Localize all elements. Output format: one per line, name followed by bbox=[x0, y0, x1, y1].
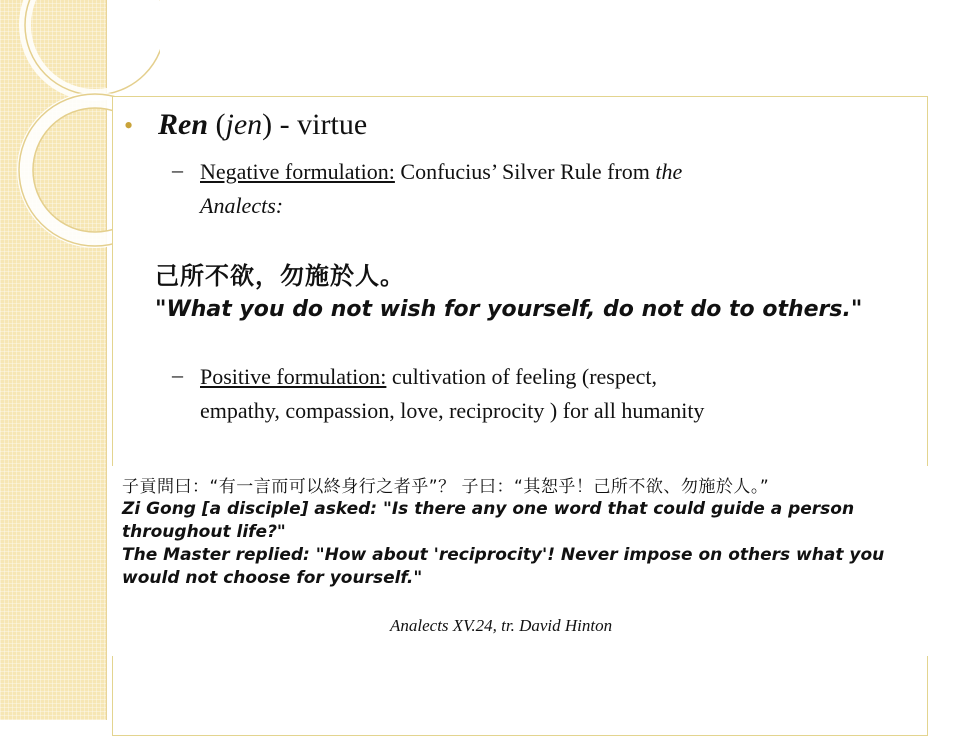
positive-label: Positive formulation: bbox=[200, 364, 387, 389]
negative-italic-the: the bbox=[655, 159, 683, 184]
jen-term: jen bbox=[225, 108, 263, 141]
main-bullet bbox=[124, 108, 367, 142]
bullet-paren-open: ( bbox=[208, 108, 226, 141]
quote-citation: Analects XV.24, tr. David Hinton bbox=[390, 616, 613, 635]
negative-italic-analects: Analects: bbox=[200, 193, 284, 218]
quote-english-answer: The Master replied: "How about 'reciprocity'! Never impose on others what you would not choose for yourself." bbox=[122, 545, 885, 588]
dash-negative: – bbox=[172, 157, 183, 182]
dash-positive: – bbox=[172, 362, 183, 387]
ren-term: Ren bbox=[158, 108, 209, 141]
golden-rule-image bbox=[155, 256, 862, 322]
positive-text-2: empathy, compassion, love, reciprocity ) for all humanity bbox=[200, 398, 705, 423]
bullet-rest: ) - virtue bbox=[262, 108, 368, 141]
quote-english bbox=[122, 498, 922, 590]
negative-formulation bbox=[200, 155, 900, 223]
bullet-dot: • bbox=[124, 111, 134, 140]
quote-english-question: Zi Gong [a disciple] asked: "Is there any one word that could guide a person throughout life?" bbox=[122, 499, 855, 542]
golden-rule-chinese: 己所不欲，勿施於人。 bbox=[155, 262, 405, 290]
quote-chinese: 子貢問曰：“有一言而可以終身行之者乎”？ 子曰：“其恕乎！己所不欲、勿施於人。” bbox=[122, 477, 770, 497]
analects-quote-image bbox=[112, 466, 930, 656]
negative-text: Confucius’ Silver Rule from bbox=[394, 159, 656, 184]
positive-text-1: cultivation of feeling (respect, bbox=[386, 364, 658, 389]
negative-label: Negative formulation: bbox=[200, 159, 395, 184]
positive-formulation bbox=[200, 360, 910, 428]
golden-rule-english: "What you do not wish for yourself, do not do to others." bbox=[155, 297, 863, 322]
